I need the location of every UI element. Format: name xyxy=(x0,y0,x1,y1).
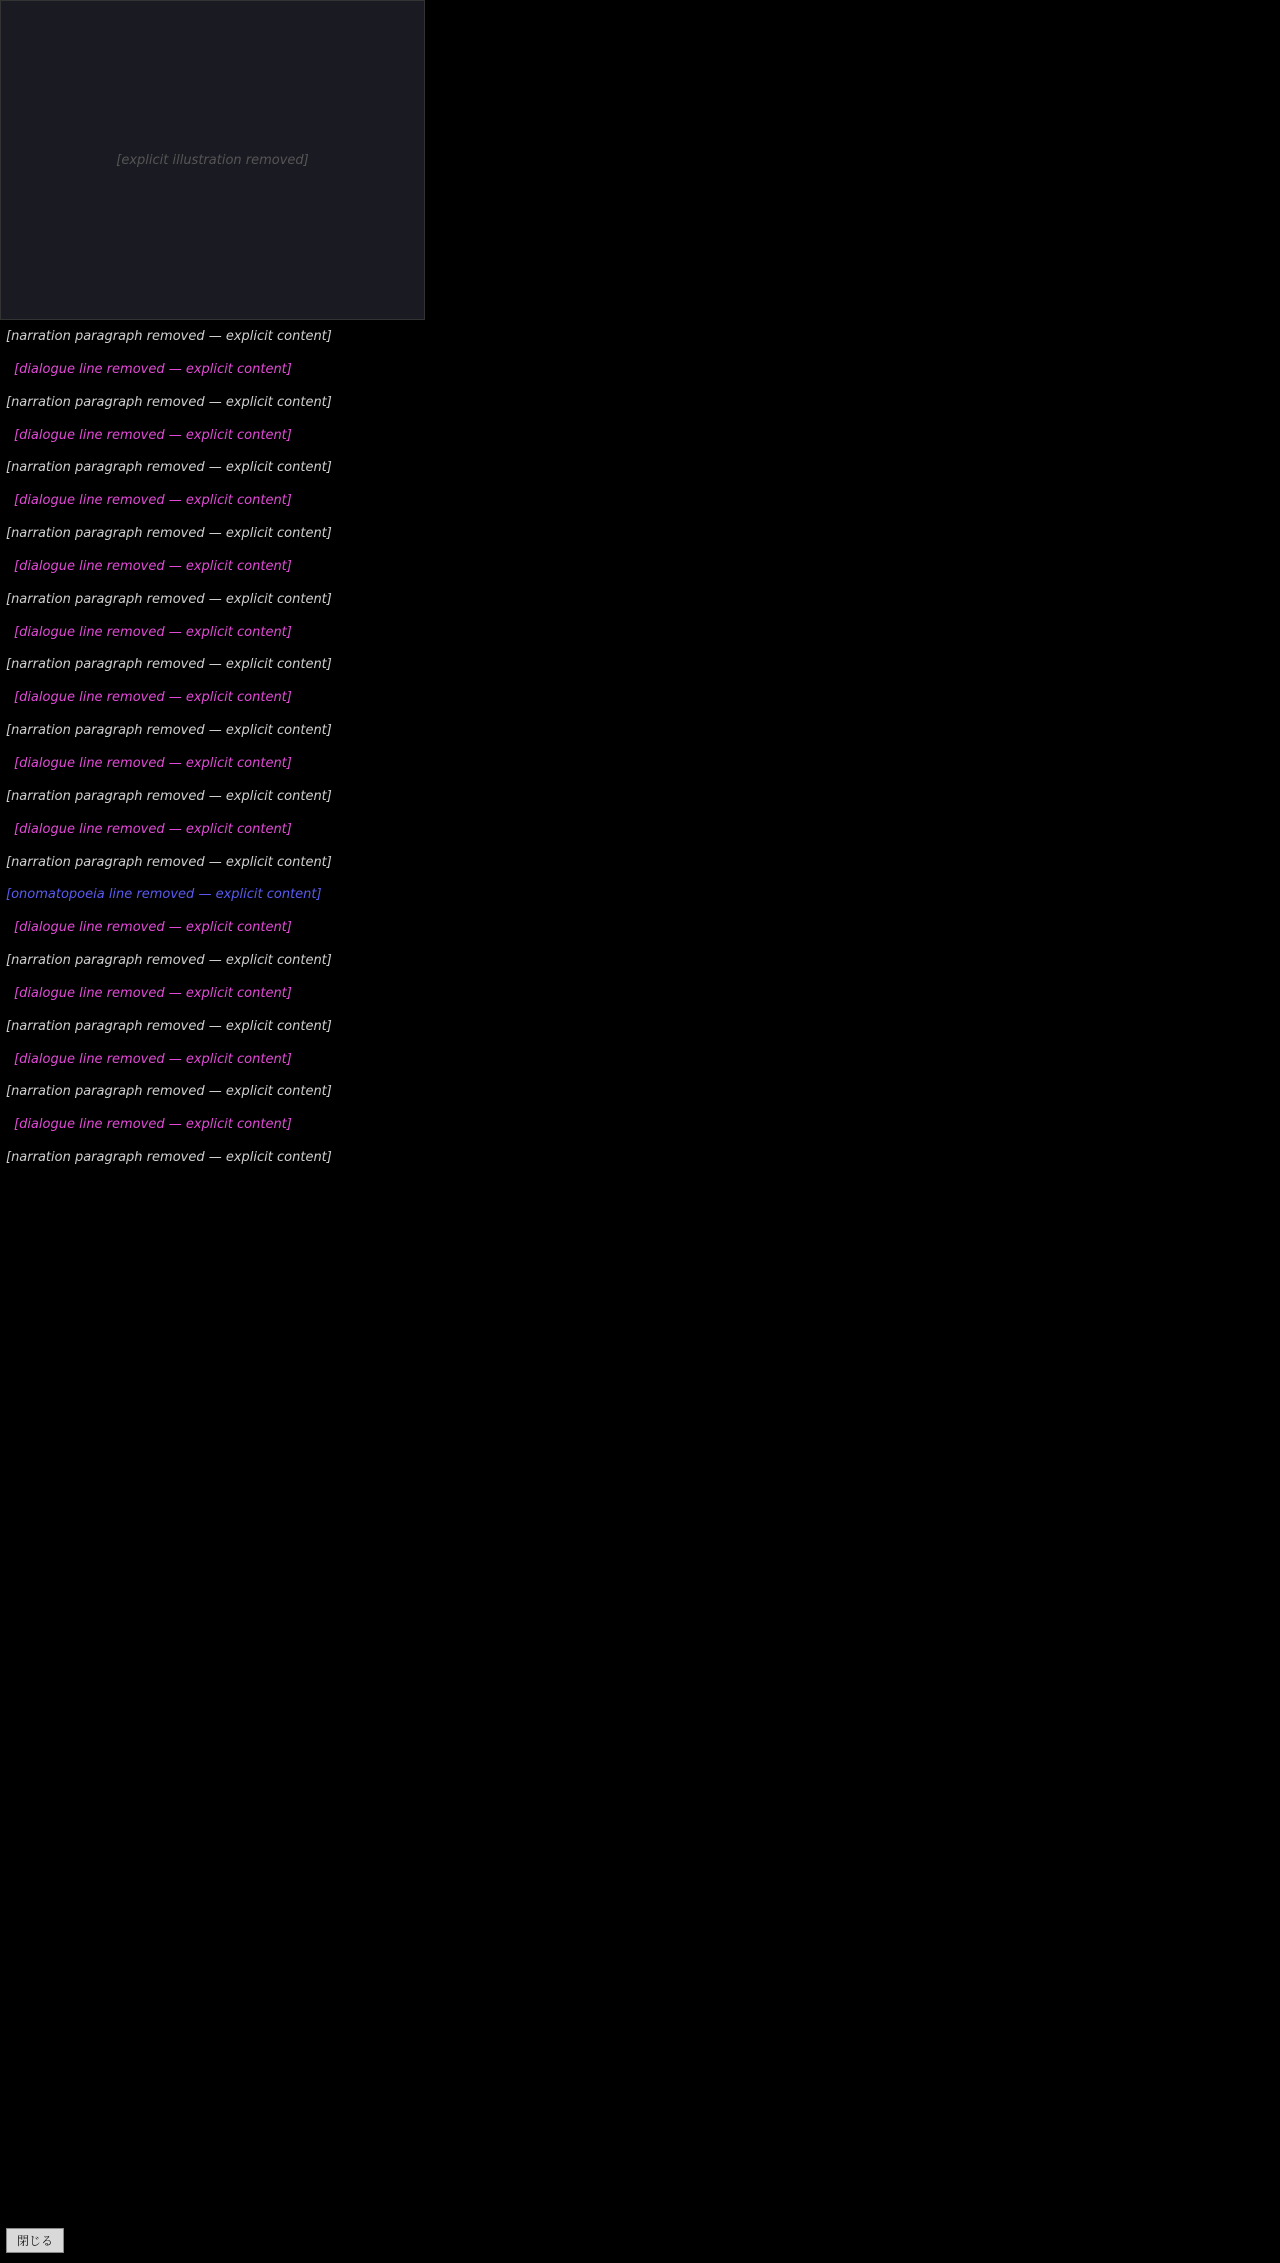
narration-paragraph: [narration paragraph removed — explicit content] xyxy=(6,854,332,870)
scene-text-area xyxy=(6,328,1274,1182)
close-button[interactable]: 閉じる xyxy=(6,2228,64,2253)
scene-illustration-placeholder: [explicit illustration removed] xyxy=(0,0,425,320)
dialogue-paragraph: [dialogue line removed — explicit content] xyxy=(14,985,292,1001)
narration-paragraph: [narration paragraph removed — explicit content] xyxy=(6,1150,332,1166)
dialogue-paragraph: [dialogue line removed — explicit content] xyxy=(14,427,292,443)
narration-paragraph: [narration paragraph removed — explicit content] xyxy=(6,1018,332,1034)
dialogue-paragraph: [dialogue line removed — explicit content] xyxy=(14,361,292,377)
dialogue-paragraph: [dialogue line removed — explicit content] xyxy=(14,1051,292,1067)
narration-paragraph: [narration paragraph removed — explicit content] xyxy=(6,1084,332,1100)
narration-paragraph: [narration paragraph removed — explicit content] xyxy=(6,591,332,607)
narration-paragraph: [narration paragraph removed — explicit content] xyxy=(6,723,332,739)
dialogue-paragraph: [dialogue line removed — explicit content] xyxy=(14,920,292,936)
dialogue-paragraph: [dialogue line removed — explicit content] xyxy=(14,624,292,640)
narration-paragraph: [narration paragraph removed — explicit content] xyxy=(6,526,332,542)
narration-paragraph: [narration paragraph removed — explicit content] xyxy=(6,788,332,804)
sfx-paragraph: [onomatopoeia line removed — explicit content] xyxy=(6,887,322,903)
narration-paragraph: [narration paragraph removed — explicit content] xyxy=(6,657,332,673)
dialogue-paragraph: [dialogue line removed — explicit content] xyxy=(14,558,292,574)
dialogue-paragraph: [dialogue line removed — explicit content] xyxy=(14,1117,292,1133)
narration-paragraph: [narration paragraph removed — explicit content] xyxy=(6,329,332,344)
dialogue-paragraph: [dialogue line removed — explicit content] xyxy=(14,493,292,509)
narration-paragraph: [narration paragraph removed — explicit content] xyxy=(6,394,332,410)
narration-paragraph: [narration paragraph removed — explicit content] xyxy=(6,953,332,969)
dialogue-paragraph: [dialogue line removed — explicit content] xyxy=(14,821,292,837)
dialogue-paragraph: [dialogue line removed — explicit content] xyxy=(14,690,292,706)
dialogue-paragraph: [dialogue line removed — explicit content] xyxy=(14,755,292,771)
narration-paragraph: [narration paragraph removed — explicit content] xyxy=(6,460,332,476)
